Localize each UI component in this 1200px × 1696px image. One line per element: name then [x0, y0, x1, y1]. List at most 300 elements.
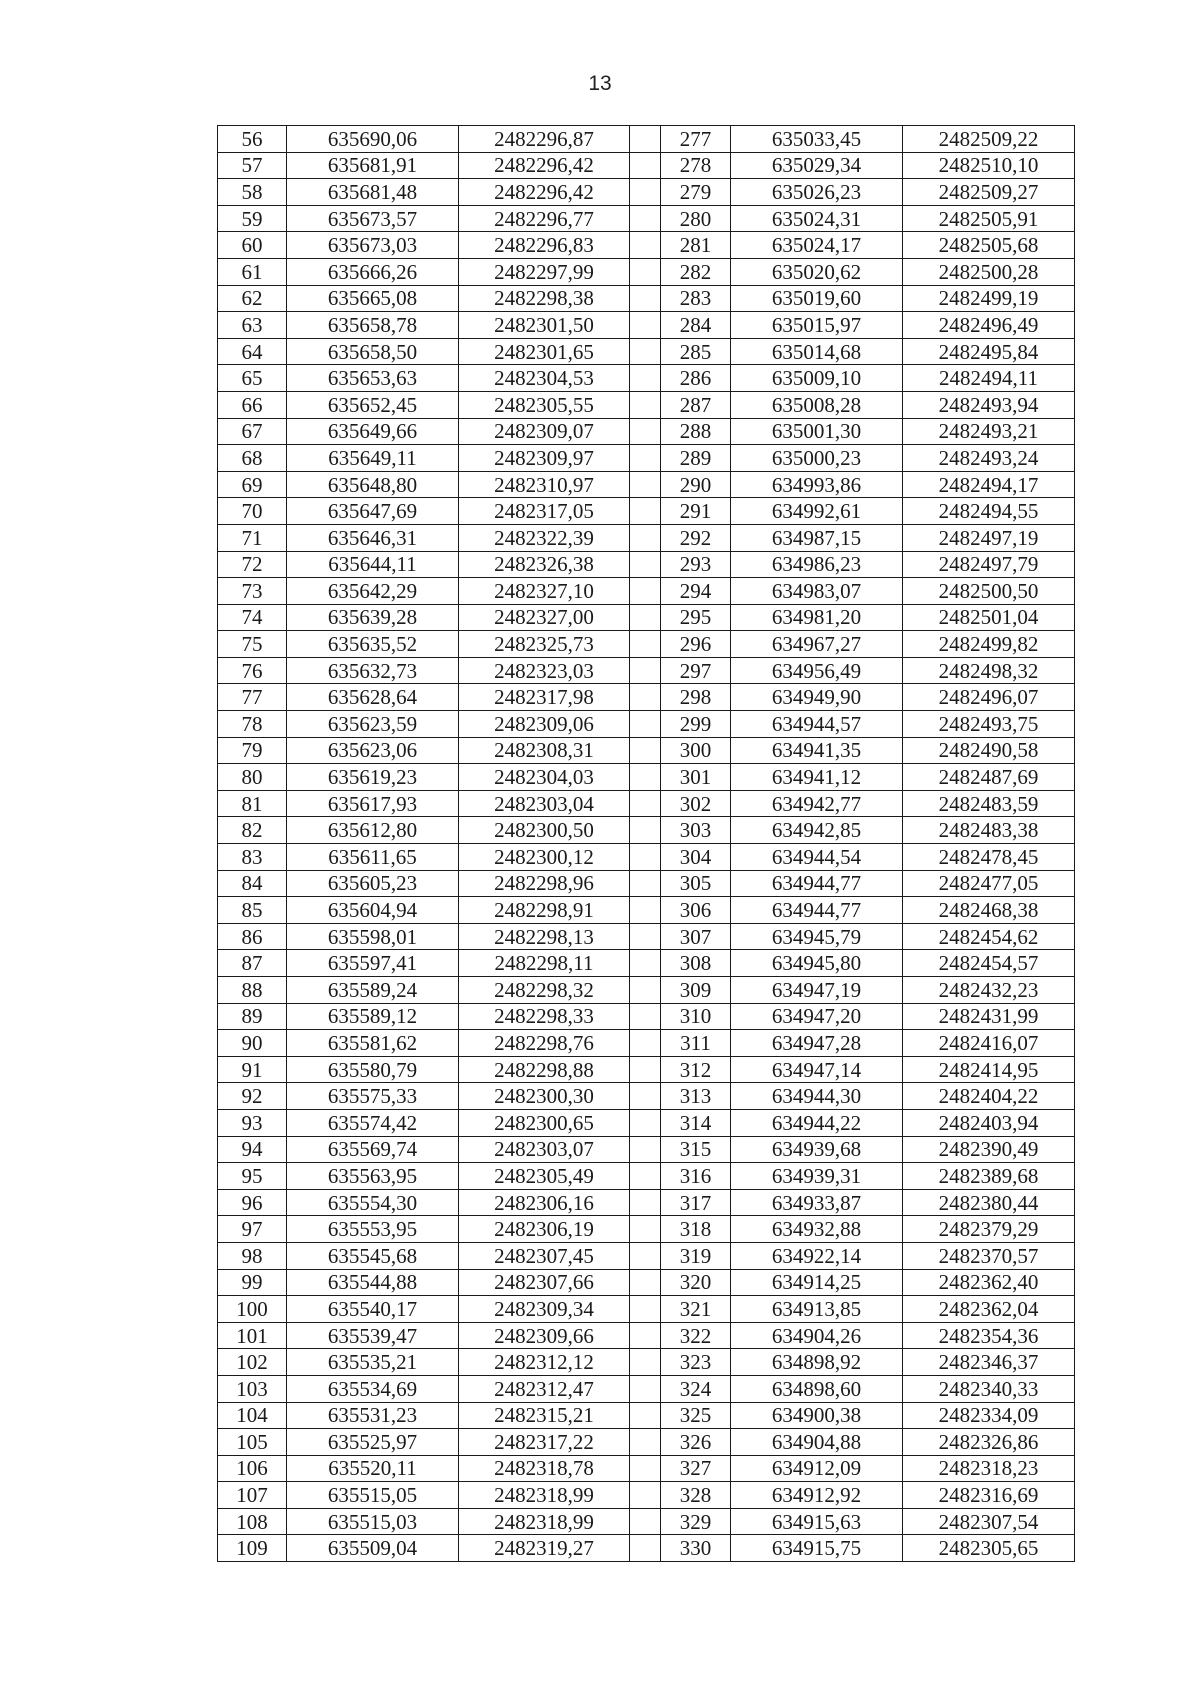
left-x-coordinate-cell: 635525,97 — [287, 1429, 459, 1456]
table-row — [218, 232, 1075, 259]
table-row — [218, 1189, 1075, 1216]
left-x-coordinate-cell: 635563,95 — [287, 1163, 459, 1190]
right-y-coordinate-cell: 2482380,44 — [903, 1189, 1075, 1216]
left-point-number-cell: 82 — [218, 817, 287, 844]
column-gap-cell — [630, 1216, 661, 1243]
left-x-coordinate-cell: 635544,88 — [287, 1269, 459, 1296]
column-gap-cell — [630, 604, 661, 631]
column-gap-cell — [630, 1535, 661, 1562]
left-point-number-cell: 70 — [218, 498, 287, 525]
left-y-coordinate-cell: 2482312,12 — [459, 1349, 630, 1376]
left-point-number-cell: 59 — [218, 205, 287, 232]
table-row — [218, 711, 1075, 738]
left-y-coordinate-cell: 2482318,99 — [459, 1508, 630, 1535]
right-point-number-cell: 287 — [661, 391, 731, 418]
left-point-number-cell: 105 — [218, 1429, 287, 1456]
table-row — [218, 1535, 1075, 1562]
right-point-number-cell: 283 — [661, 285, 731, 312]
left-y-coordinate-cell: 2482322,39 — [459, 524, 630, 551]
left-point-number-cell: 89 — [218, 1003, 287, 1030]
right-y-coordinate-cell: 2482362,40 — [903, 1269, 1075, 1296]
left-y-coordinate-cell: 2482327,10 — [459, 578, 630, 605]
left-point-number-cell: 56 — [218, 126, 287, 153]
right-x-coordinate-cell: 634904,26 — [731, 1322, 903, 1349]
column-gap-cell — [630, 551, 661, 578]
left-y-coordinate-cell: 2482298,13 — [459, 923, 630, 950]
right-y-coordinate-cell: 2482509,27 — [903, 179, 1075, 206]
right-x-coordinate-cell: 634941,35 — [731, 737, 903, 764]
right-point-number-cell: 293 — [661, 551, 731, 578]
right-y-coordinate-cell: 2482495,84 — [903, 338, 1075, 365]
left-y-coordinate-cell: 2482326,38 — [459, 551, 630, 578]
column-gap-cell — [630, 977, 661, 1004]
left-y-coordinate-cell: 2482298,11 — [459, 950, 630, 977]
right-point-number-cell: 317 — [661, 1189, 731, 1216]
table-row — [218, 152, 1075, 179]
left-x-coordinate-cell: 635628,64 — [287, 684, 459, 711]
left-x-coordinate-cell: 635681,91 — [287, 152, 459, 179]
right-x-coordinate-cell: 634912,09 — [731, 1455, 903, 1482]
left-x-coordinate-cell: 635604,94 — [287, 897, 459, 924]
right-point-number-cell: 288 — [661, 418, 731, 445]
table-row — [218, 737, 1075, 764]
right-x-coordinate-cell: 634912,92 — [731, 1482, 903, 1509]
table-row — [218, 391, 1075, 418]
right-x-coordinate-cell: 635014,68 — [731, 338, 903, 365]
right-y-coordinate-cell: 2482498,32 — [903, 657, 1075, 684]
left-y-coordinate-cell: 2482317,05 — [459, 498, 630, 525]
right-point-number-cell: 297 — [661, 657, 731, 684]
left-y-coordinate-cell: 2482296,42 — [459, 179, 630, 206]
left-point-number-cell: 80 — [218, 764, 287, 791]
left-y-coordinate-cell: 2482308,31 — [459, 737, 630, 764]
left-point-number-cell: 90 — [218, 1030, 287, 1057]
right-point-number-cell: 329 — [661, 1508, 731, 1535]
table-row — [218, 524, 1075, 551]
left-y-coordinate-cell: 2482309,97 — [459, 445, 630, 472]
column-gap-cell — [630, 711, 661, 738]
right-point-number-cell: 279 — [661, 179, 731, 206]
left-point-number-cell: 88 — [218, 977, 287, 1004]
left-x-coordinate-cell: 635580,79 — [287, 1056, 459, 1083]
right-y-coordinate-cell: 2482389,68 — [903, 1163, 1075, 1190]
right-y-coordinate-cell: 2482497,19 — [903, 524, 1075, 551]
left-point-number-cell: 100 — [218, 1296, 287, 1323]
right-point-number-cell: 305 — [661, 870, 731, 897]
right-y-coordinate-cell: 2482416,07 — [903, 1030, 1075, 1057]
table-row — [218, 1349, 1075, 1376]
left-point-number-cell: 86 — [218, 923, 287, 950]
right-point-number-cell: 300 — [661, 737, 731, 764]
left-point-number-cell: 76 — [218, 657, 287, 684]
table-row — [218, 1455, 1075, 1482]
table-row — [218, 604, 1075, 631]
left-y-coordinate-cell: 2482296,42 — [459, 152, 630, 179]
column-gap-cell — [630, 365, 661, 392]
right-x-coordinate-cell: 634947,28 — [731, 1030, 903, 1057]
table-row — [218, 1429, 1075, 1456]
left-y-coordinate-cell: 2482325,73 — [459, 631, 630, 658]
table-row — [218, 897, 1075, 924]
left-x-coordinate-cell: 635673,03 — [287, 232, 459, 259]
column-gap-cell — [630, 1429, 661, 1456]
left-point-number-cell: 74 — [218, 604, 287, 631]
right-x-coordinate-cell: 635009,10 — [731, 365, 903, 392]
right-point-number-cell: 294 — [661, 578, 731, 605]
right-y-coordinate-cell: 2482487,69 — [903, 764, 1075, 791]
right-y-coordinate-cell: 2482454,57 — [903, 950, 1075, 977]
left-point-number-cell: 103 — [218, 1375, 287, 1402]
right-point-number-cell: 310 — [661, 1003, 731, 1030]
table-row — [218, 179, 1075, 206]
table-row — [218, 844, 1075, 871]
right-y-coordinate-cell: 2482379,29 — [903, 1216, 1075, 1243]
left-x-coordinate-cell: 635647,69 — [287, 498, 459, 525]
right-x-coordinate-cell: 634904,88 — [731, 1429, 903, 1456]
left-point-number-cell: 77 — [218, 684, 287, 711]
left-point-number-cell: 94 — [218, 1136, 287, 1163]
column-gap-cell — [630, 258, 661, 285]
right-y-coordinate-cell: 2482305,65 — [903, 1535, 1075, 1562]
column-gap-cell — [630, 1136, 661, 1163]
right-x-coordinate-cell: 635024,31 — [731, 205, 903, 232]
table-row — [218, 418, 1075, 445]
right-point-number-cell: 291 — [661, 498, 731, 525]
left-point-number-cell: 57 — [218, 152, 287, 179]
right-x-coordinate-cell: 634932,88 — [731, 1216, 903, 1243]
left-point-number-cell: 62 — [218, 285, 287, 312]
right-x-coordinate-cell: 634986,23 — [731, 551, 903, 578]
table-row — [218, 1003, 1075, 1030]
left-x-coordinate-cell: 635589,24 — [287, 977, 459, 1004]
column-gap-cell — [630, 126, 661, 153]
left-point-number-cell: 92 — [218, 1083, 287, 1110]
right-point-number-cell: 324 — [661, 1375, 731, 1402]
left-point-number-cell: 66 — [218, 391, 287, 418]
left-point-number-cell: 104 — [218, 1402, 287, 1429]
column-gap-cell — [630, 1163, 661, 1190]
left-x-coordinate-cell: 635649,11 — [287, 445, 459, 472]
left-x-coordinate-cell: 635575,33 — [287, 1083, 459, 1110]
right-y-coordinate-cell: 2482346,37 — [903, 1349, 1075, 1376]
left-point-number-cell: 96 — [218, 1189, 287, 1216]
right-x-coordinate-cell: 634992,61 — [731, 498, 903, 525]
right-x-coordinate-cell: 634939,31 — [731, 1163, 903, 1190]
left-y-coordinate-cell: 2482306,19 — [459, 1216, 630, 1243]
right-y-coordinate-cell: 2482477,05 — [903, 870, 1075, 897]
left-x-coordinate-cell: 635639,28 — [287, 604, 459, 631]
left-y-coordinate-cell: 2482298,96 — [459, 870, 630, 897]
left-y-coordinate-cell: 2482304,03 — [459, 764, 630, 791]
left-point-number-cell: 91 — [218, 1056, 287, 1083]
left-y-coordinate-cell: 2482300,12 — [459, 844, 630, 871]
right-x-coordinate-cell: 634949,90 — [731, 684, 903, 711]
left-x-coordinate-cell: 635658,78 — [287, 312, 459, 339]
right-x-coordinate-cell: 634898,60 — [731, 1375, 903, 1402]
right-point-number-cell: 277 — [661, 126, 731, 153]
left-point-number-cell: 64 — [218, 338, 287, 365]
table-row — [218, 1482, 1075, 1509]
column-gap-cell — [630, 152, 661, 179]
right-x-coordinate-cell: 634942,77 — [731, 790, 903, 817]
left-y-coordinate-cell: 2482300,65 — [459, 1109, 630, 1136]
right-y-coordinate-cell: 2482370,57 — [903, 1242, 1075, 1269]
right-y-coordinate-cell: 2482493,94 — [903, 391, 1075, 418]
right-point-number-cell: 312 — [661, 1056, 731, 1083]
left-y-coordinate-cell: 2482297,99 — [459, 258, 630, 285]
right-x-coordinate-cell: 634942,85 — [731, 817, 903, 844]
left-x-coordinate-cell: 635515,05 — [287, 1482, 459, 1509]
right-y-coordinate-cell: 2482334,09 — [903, 1402, 1075, 1429]
right-x-coordinate-cell: 634944,77 — [731, 870, 903, 897]
right-y-coordinate-cell: 2482307,54 — [903, 1508, 1075, 1535]
right-x-coordinate-cell: 634947,14 — [731, 1056, 903, 1083]
left-x-coordinate-cell: 635554,30 — [287, 1189, 459, 1216]
right-y-coordinate-cell: 2482510,10 — [903, 152, 1075, 179]
right-y-coordinate-cell: 2482354,36 — [903, 1322, 1075, 1349]
column-gap-cell — [630, 445, 661, 472]
left-point-number-cell: 63 — [218, 312, 287, 339]
right-point-number-cell: 322 — [661, 1322, 731, 1349]
right-y-coordinate-cell: 2482496,07 — [903, 684, 1075, 711]
table-row — [218, 977, 1075, 1004]
left-point-number-cell: 69 — [218, 471, 287, 498]
right-y-coordinate-cell: 2482501,04 — [903, 604, 1075, 631]
left-y-coordinate-cell: 2482307,66 — [459, 1269, 630, 1296]
left-y-coordinate-cell: 2482309,34 — [459, 1296, 630, 1323]
left-y-coordinate-cell: 2482298,32 — [459, 977, 630, 1004]
column-gap-cell — [630, 631, 661, 658]
left-point-number-cell: 107 — [218, 1482, 287, 1509]
left-y-coordinate-cell: 2482303,07 — [459, 1136, 630, 1163]
table-row — [218, 1508, 1075, 1535]
right-point-number-cell: 299 — [661, 711, 731, 738]
right-x-coordinate-cell: 634898,92 — [731, 1349, 903, 1376]
coordinates-table-body — [218, 126, 1075, 1562]
left-x-coordinate-cell: 635539,47 — [287, 1322, 459, 1349]
table-row — [218, 764, 1075, 791]
left-x-coordinate-cell: 635673,57 — [287, 205, 459, 232]
left-y-coordinate-cell: 2482300,30 — [459, 1083, 630, 1110]
column-gap-cell — [630, 923, 661, 950]
right-y-coordinate-cell: 2482500,28 — [903, 258, 1075, 285]
right-x-coordinate-cell: 634945,79 — [731, 923, 903, 950]
left-y-coordinate-cell: 2482298,33 — [459, 1003, 630, 1030]
column-gap-cell — [630, 684, 661, 711]
right-x-coordinate-cell: 635000,23 — [731, 445, 903, 472]
right-y-coordinate-cell: 2482496,49 — [903, 312, 1075, 339]
column-gap-cell — [630, 578, 661, 605]
right-point-number-cell: 304 — [661, 844, 731, 871]
left-x-coordinate-cell: 635553,95 — [287, 1216, 459, 1243]
right-y-coordinate-cell: 2482478,45 — [903, 844, 1075, 871]
left-point-number-cell: 98 — [218, 1242, 287, 1269]
column-gap-cell — [630, 950, 661, 977]
table-row — [218, 285, 1075, 312]
right-y-coordinate-cell: 2482316,69 — [903, 1482, 1075, 1509]
left-y-coordinate-cell: 2482317,22 — [459, 1429, 630, 1456]
right-x-coordinate-cell: 635033,45 — [731, 126, 903, 153]
left-point-number-cell: 97 — [218, 1216, 287, 1243]
right-y-coordinate-cell: 2482326,86 — [903, 1429, 1075, 1456]
right-y-coordinate-cell: 2482390,49 — [903, 1136, 1075, 1163]
column-gap-cell — [630, 657, 661, 684]
table-row — [218, 312, 1075, 339]
coordinates-table — [217, 125, 1075, 1562]
column-gap-cell — [630, 1189, 661, 1216]
table-row — [218, 1163, 1075, 1190]
right-y-coordinate-cell: 2482468,38 — [903, 897, 1075, 924]
table-row — [218, 1056, 1075, 1083]
right-point-number-cell: 296 — [661, 631, 731, 658]
left-y-coordinate-cell: 2482317,98 — [459, 684, 630, 711]
right-x-coordinate-cell: 634944,57 — [731, 711, 903, 738]
column-gap-cell — [630, 418, 661, 445]
right-y-coordinate-cell: 2482431,99 — [903, 1003, 1075, 1030]
right-point-number-cell: 307 — [661, 923, 731, 950]
column-gap-cell — [630, 1003, 661, 1030]
left-y-coordinate-cell: 2482301,65 — [459, 338, 630, 365]
left-y-coordinate-cell: 2482312,47 — [459, 1375, 630, 1402]
left-x-coordinate-cell: 635653,63 — [287, 365, 459, 392]
left-x-coordinate-cell: 635597,41 — [287, 950, 459, 977]
table-row — [218, 578, 1075, 605]
left-y-coordinate-cell: 2482307,45 — [459, 1242, 630, 1269]
right-x-coordinate-cell: 634922,14 — [731, 1242, 903, 1269]
column-gap-cell — [630, 1056, 661, 1083]
right-point-number-cell: 280 — [661, 205, 731, 232]
table-row — [218, 338, 1075, 365]
table-row — [218, 923, 1075, 950]
right-x-coordinate-cell: 634945,80 — [731, 950, 903, 977]
left-y-coordinate-cell: 2482301,50 — [459, 312, 630, 339]
left-y-coordinate-cell: 2482309,07 — [459, 418, 630, 445]
left-point-number-cell: 67 — [218, 418, 287, 445]
right-point-number-cell: 301 — [661, 764, 731, 791]
table-row — [218, 790, 1075, 817]
right-y-coordinate-cell: 2482493,75 — [903, 711, 1075, 738]
column-gap-cell — [630, 1375, 661, 1402]
table-row — [218, 950, 1075, 977]
right-x-coordinate-cell: 634900,38 — [731, 1402, 903, 1429]
left-x-coordinate-cell: 635649,66 — [287, 418, 459, 445]
right-y-coordinate-cell: 2482494,17 — [903, 471, 1075, 498]
right-point-number-cell: 315 — [661, 1136, 731, 1163]
left-y-coordinate-cell: 2482305,55 — [459, 391, 630, 418]
left-x-coordinate-cell: 635605,23 — [287, 870, 459, 897]
column-gap-cell — [630, 471, 661, 498]
left-point-number-cell: 108 — [218, 1508, 287, 1535]
column-gap-cell — [630, 737, 661, 764]
left-x-coordinate-cell: 635666,26 — [287, 258, 459, 285]
right-y-coordinate-cell: 2482362,04 — [903, 1296, 1075, 1323]
left-y-coordinate-cell: 2482309,66 — [459, 1322, 630, 1349]
right-point-number-cell: 311 — [661, 1030, 731, 1057]
right-point-number-cell: 314 — [661, 1109, 731, 1136]
right-x-coordinate-cell: 635029,34 — [731, 152, 903, 179]
left-x-coordinate-cell: 635545,68 — [287, 1242, 459, 1269]
left-y-coordinate-cell: 2482296,87 — [459, 126, 630, 153]
table-row — [218, 1242, 1075, 1269]
left-x-coordinate-cell: 635619,23 — [287, 764, 459, 791]
left-point-number-cell: 102 — [218, 1349, 287, 1376]
column-gap-cell — [630, 524, 661, 551]
table-row — [218, 657, 1075, 684]
table-row — [218, 471, 1075, 498]
left-point-number-cell: 81 — [218, 790, 287, 817]
right-y-coordinate-cell: 2482432,23 — [903, 977, 1075, 1004]
right-y-coordinate-cell: 2482403,94 — [903, 1109, 1075, 1136]
left-x-coordinate-cell: 635611,65 — [287, 844, 459, 871]
right-point-number-cell: 316 — [661, 1163, 731, 1190]
right-x-coordinate-cell: 634967,27 — [731, 631, 903, 658]
left-x-coordinate-cell: 635515,03 — [287, 1508, 459, 1535]
table-row — [218, 684, 1075, 711]
left-point-number-cell: 84 — [218, 870, 287, 897]
left-x-coordinate-cell: 635598,01 — [287, 923, 459, 950]
left-point-number-cell: 58 — [218, 179, 287, 206]
left-x-coordinate-cell: 635658,50 — [287, 338, 459, 365]
left-point-number-cell: 99 — [218, 1269, 287, 1296]
left-x-coordinate-cell: 635635,52 — [287, 631, 459, 658]
right-point-number-cell: 323 — [661, 1349, 731, 1376]
left-point-number-cell: 71 — [218, 524, 287, 551]
right-y-coordinate-cell: 2482505,68 — [903, 232, 1075, 259]
left-y-coordinate-cell: 2482306,16 — [459, 1189, 630, 1216]
right-y-coordinate-cell: 2482404,22 — [903, 1083, 1075, 1110]
column-gap-cell — [630, 1508, 661, 1535]
left-point-number-cell: 61 — [218, 258, 287, 285]
right-point-number-cell: 295 — [661, 604, 731, 631]
left-x-coordinate-cell: 635681,48 — [287, 179, 459, 206]
left-point-number-cell: 60 — [218, 232, 287, 259]
table-row — [218, 551, 1075, 578]
right-x-coordinate-cell: 635026,23 — [731, 179, 903, 206]
right-point-number-cell: 308 — [661, 950, 731, 977]
right-y-coordinate-cell: 2482490,58 — [903, 737, 1075, 764]
left-y-coordinate-cell: 2482300,50 — [459, 817, 630, 844]
left-point-number-cell: 79 — [218, 737, 287, 764]
left-point-number-cell: 95 — [218, 1163, 287, 1190]
left-x-coordinate-cell: 635648,80 — [287, 471, 459, 498]
table-row — [218, 631, 1075, 658]
left-point-number-cell: 68 — [218, 445, 287, 472]
right-x-coordinate-cell: 634939,68 — [731, 1136, 903, 1163]
right-x-coordinate-cell: 634993,86 — [731, 471, 903, 498]
column-gap-cell — [630, 338, 661, 365]
right-point-number-cell: 289 — [661, 445, 731, 472]
column-gap-cell — [630, 1482, 661, 1509]
left-x-coordinate-cell: 635589,12 — [287, 1003, 459, 1030]
right-point-number-cell: 306 — [661, 897, 731, 924]
table-row — [218, 1109, 1075, 1136]
right-x-coordinate-cell: 635019,60 — [731, 285, 903, 312]
column-gap-cell — [630, 232, 661, 259]
left-x-coordinate-cell: 635540,17 — [287, 1296, 459, 1323]
column-gap-cell — [630, 1269, 661, 1296]
column-gap-cell — [630, 817, 661, 844]
right-x-coordinate-cell: 634944,30 — [731, 1083, 903, 1110]
left-point-number-cell: 65 — [218, 365, 287, 392]
right-x-coordinate-cell: 634947,20 — [731, 1003, 903, 1030]
table-row — [218, 1296, 1075, 1323]
right-x-coordinate-cell: 634944,22 — [731, 1109, 903, 1136]
left-x-coordinate-cell: 635690,06 — [287, 126, 459, 153]
column-gap-cell — [630, 179, 661, 206]
right-y-coordinate-cell: 2482499,82 — [903, 631, 1075, 658]
left-x-coordinate-cell: 635581,62 — [287, 1030, 459, 1057]
column-gap-cell — [630, 1083, 661, 1110]
